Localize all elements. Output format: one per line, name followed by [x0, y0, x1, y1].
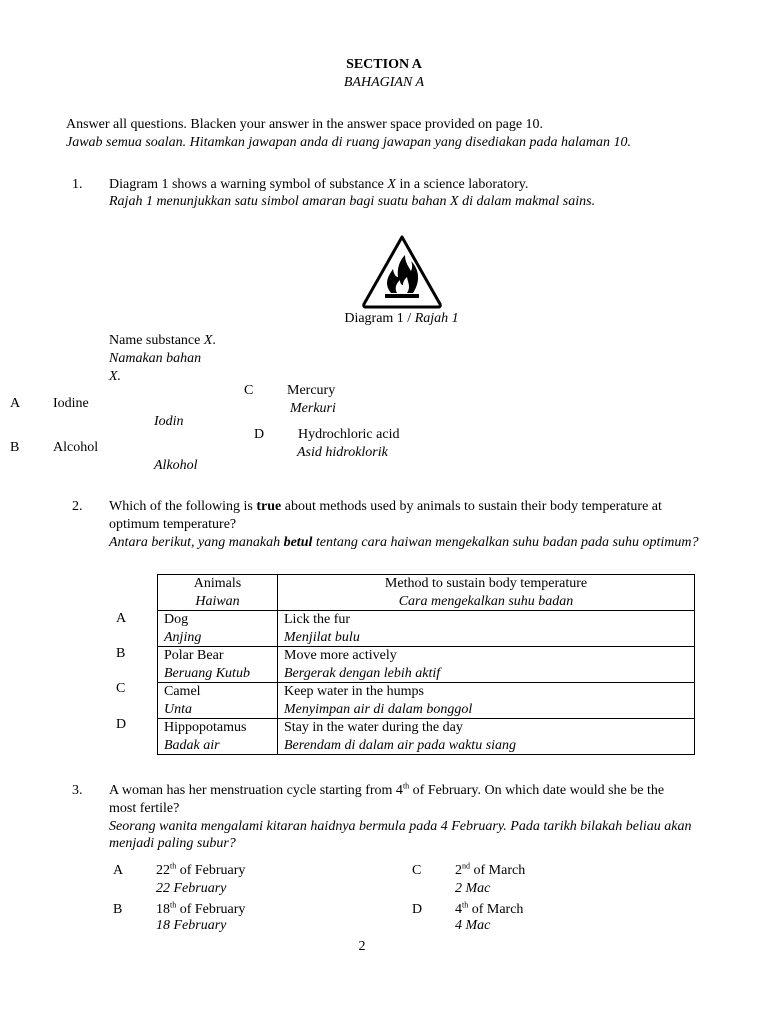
table-cell-method: [278, 647, 695, 683]
q3-option-c-en: [455, 862, 525, 880]
header-animals-en: Animals: [193, 576, 242, 591]
instructions-ms: Jawab semua soalan. Hitamkan jawapan anda di ruang jawapan yang disediakan pada halaman 10.: [66, 135, 632, 150]
method-ms: Menjilat bulu: [284, 629, 360, 645]
q1-caption-ms: Rajah 1: [414, 311, 459, 326]
q1-prompt-ms-2: X.: [109, 369, 122, 384]
q3-a-sup: th: [170, 861, 177, 871]
q1-option-a-en: Iodine: [53, 396, 89, 411]
table-row: [158, 647, 695, 683]
q3-c-rest: of March: [470, 863, 526, 878]
q1-option-c-en: Mercury: [287, 383, 336, 398]
method-en: Lick the fur: [284, 612, 351, 627]
q2-stem-ms-bold: betul: [283, 535, 313, 550]
table-cell-animal: [158, 719, 278, 755]
method-ms: Berendam di dalam air pada waktu siang: [284, 737, 517, 753]
q3-option-c-letter[interactable]: C: [412, 863, 422, 878]
q3-d-sup: th: [462, 900, 469, 910]
table-header-method: [278, 575, 695, 611]
q2-stem-ms: [109, 534, 699, 552]
q3-stem-en-sup: th: [402, 781, 410, 791]
q1-stem-en-pre: Diagram 1 shows a warning symbol of substance: [109, 177, 388, 192]
table-cell-animal: [158, 683, 278, 719]
animal-en: Dog: [164, 612, 189, 627]
q3-option-d-ms: 4 Mac: [455, 918, 491, 933]
q1-option-c-letter[interactable]: C: [244, 383, 254, 398]
table-header-animals: [158, 575, 278, 611]
table-cell-animal: [158, 647, 278, 683]
q1-option-d-en: Hydrochloric acid: [298, 427, 400, 442]
q2-stem-en-pre: Which of the following is: [109, 499, 257, 514]
animal-ms: Anjing: [164, 629, 202, 645]
q1-stem-en: [109, 176, 528, 194]
q2-stem-en-1: [109, 498, 662, 516]
q2-option-a-letter[interactable]: A: [116, 611, 127, 626]
q3-c-num: 2: [455, 863, 462, 878]
q1-stem-var: X: [387, 177, 396, 192]
page-number: 2: [358, 939, 366, 954]
q3-a-rest: of February: [176, 863, 246, 878]
q3-stem-ms-1: Seorang wanita mengalami kitaran haidnya bermula pada 4 February. Pada tarikh bilakah beliau akan: [109, 819, 692, 834]
q3-b-num: 18: [156, 902, 170, 917]
q3-number: 3.: [72, 783, 83, 798]
table-cell-method: [278, 719, 695, 755]
q1-caption-en: Diagram 1 /: [344, 311, 415, 326]
section-title-ms: BAHAGIAN A: [343, 75, 425, 90]
q1-option-d-ms: Asid hidroklorik: [297, 445, 388, 460]
q1-prompt-en: [109, 332, 216, 350]
q1-prompt-en-post: .: [212, 333, 216, 348]
method-en: Stay in the water during the day: [284, 720, 463, 735]
q3-d-num: 4: [455, 902, 462, 917]
method-ms: Bergerak dengan lebih aktif: [284, 665, 441, 681]
q1-prompt-ms-1: Namakan bahan: [109, 351, 202, 366]
q3-b-sup: th: [170, 900, 177, 910]
q2-stem-ms-pre: Antara berikut, yang manakah: [109, 535, 284, 550]
table-header-row: [158, 575, 695, 611]
q3-stem-en-1: [109, 782, 664, 800]
table-row: [158, 611, 695, 647]
q3-option-a-en: [156, 862, 245, 880]
q1-diagram-caption: [0, 310, 768, 328]
animal-en: Camel: [164, 684, 201, 699]
q3-option-b-ms: 18 February: [156, 918, 227, 933]
q1-stem-en-post: in a science laboratory.: [395, 177, 529, 192]
method-en: Move more actively: [284, 648, 397, 663]
q1-prompt-var: X: [203, 333, 213, 348]
flammable-warning-icon: [361, 233, 443, 309]
q3-stem-en-pre: A woman has her menstruation cycle starting from 4: [109, 783, 403, 798]
section-title: SECTION A: [346, 57, 422, 72]
table-cell-method: [278, 683, 695, 719]
q3-stem-ms-2: menjadi paling subur?: [109, 836, 236, 851]
q3-option-a-ms: 22 February: [156, 881, 227, 896]
q3-option-c-ms: 2 Mac: [455, 881, 491, 896]
q3-option-b-letter[interactable]: B: [113, 902, 123, 917]
method-ms: Menyimpan air di dalam bonggol: [284, 701, 473, 717]
header-animals-ms: Haiwan: [195, 593, 240, 609]
animal-en: Hippopotamus: [164, 720, 247, 735]
instructions-en: Answer all questions. Blacken your answer in the answer space provided on page 10.: [66, 117, 544, 132]
method-en: Keep water in the humps: [284, 684, 424, 699]
q3-option-a-letter[interactable]: A: [113, 863, 124, 878]
q2-stem-ms-post: tentang cara haiwan mengekalkan suhu badan pada suhu optimum?: [312, 535, 699, 550]
q2-stem-en-bold: true: [256, 499, 282, 514]
q1-option-a-ms: Iodin: [154, 414, 184, 429]
header-method-ms: Cara mengekalkan suhu badan: [398, 593, 574, 609]
q3-stem-en-2: most fertile?: [109, 801, 180, 816]
q1-option-b-en: Alcohol: [53, 440, 99, 455]
q3-stem-en-post: of February. On which date would she be the: [409, 783, 665, 798]
q1-option-a-letter[interactable]: A: [10, 396, 21, 411]
q3-b-rest: of February: [176, 902, 246, 917]
q2-option-c-letter[interactable]: C: [116, 681, 126, 696]
q1-option-b-letter[interactable]: B: [10, 440, 20, 455]
animal-ms: Beruang Kutub: [164, 665, 250, 681]
q1-stem-ms: Rajah 1 menunjukkan satu simbol amaran bagi suatu bahan X di dalam makmal sains.: [109, 194, 596, 209]
q1-prompt-en-pre: Name substance: [109, 333, 204, 348]
q2-option-b-letter[interactable]: B: [116, 646, 126, 661]
q2-number: 2.: [72, 499, 83, 514]
animal-ms: Unta: [164, 701, 192, 717]
q3-d-rest: of March: [468, 902, 524, 917]
q3-a-num: 22: [156, 863, 170, 878]
animal-en: Polar Bear: [164, 648, 224, 663]
q2-stem-en-post: about methods used by animals to sustain their body temperature at: [281, 499, 662, 514]
q3-option-d-letter[interactable]: D: [412, 902, 423, 917]
q2-option-d-letter[interactable]: D: [116, 717, 127, 732]
header-method-en: Method to sustain body temperature: [384, 576, 588, 591]
q1-number: 1.: [72, 177, 83, 192]
q1-option-c-ms: Merkuri: [290, 401, 336, 416]
table-cell-method: [278, 611, 695, 647]
table-row: [158, 719, 695, 755]
animal-ms: Badak air: [164, 737, 220, 753]
q1-option-b-ms: Alkohol: [154, 458, 198, 473]
table-row: [158, 683, 695, 719]
q2-stem-en-2: optimum temperature?: [109, 517, 237, 532]
q1-option-d-letter[interactable]: D: [254, 427, 265, 442]
q2-table: [157, 574, 695, 755]
table-cell-animal: [158, 611, 278, 647]
q3-c-sup: nd: [462, 861, 470, 871]
